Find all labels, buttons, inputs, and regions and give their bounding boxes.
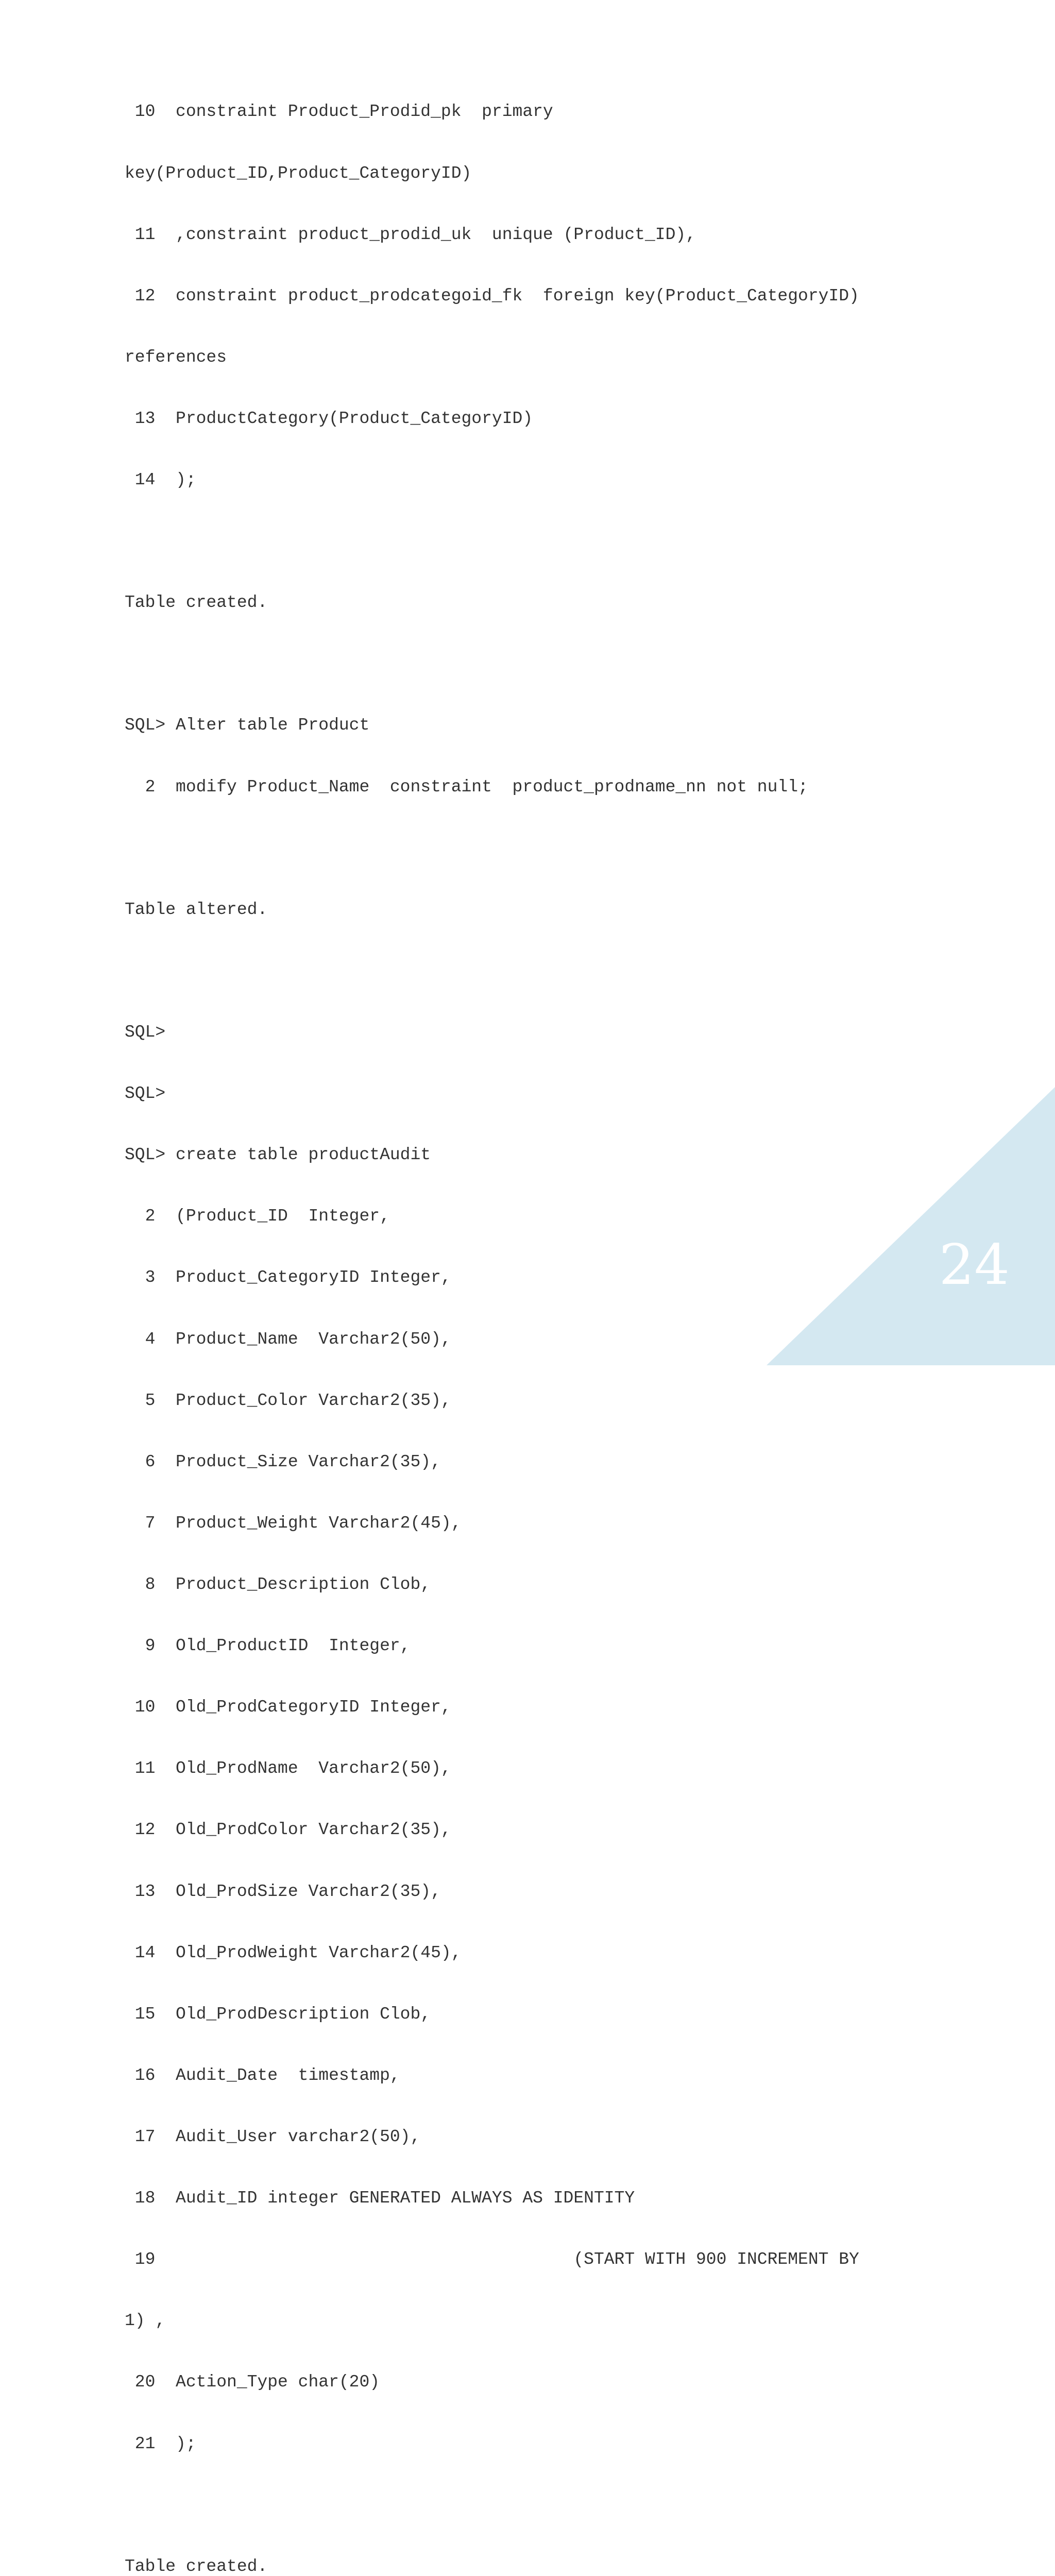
- code-line: 14 );: [125, 470, 196, 490]
- code-line: [125, 531, 990, 552]
- code-line: SQL>: [125, 1084, 166, 1104]
- code-line: 6 Product_Size Varchar2(35),: [125, 1452, 441, 1471]
- code-line: 10 constraint Product_Prodid_pk primary: [125, 102, 553, 122]
- code-line: 2 modify Product_Name constraint product_prodname_nn not null;: [125, 777, 808, 796]
- code-line: 13 ProductCategory(Product_CategoryID): [125, 409, 533, 428]
- code-line: [125, 961, 990, 981]
- code-line: 17 Audit_User varchar2(50),: [125, 2127, 421, 2146]
- code-line: SQL> create table productAudit: [125, 1145, 431, 1165]
- code-line: 19 (START WITH 900 INCREMENT BY: [125, 2250, 859, 2269]
- code-line: references: [125, 347, 227, 367]
- page-number: 24: [939, 1233, 1010, 1297]
- code-line: Table altered.: [125, 900, 268, 919]
- code-line: 3 Product_CategoryID Integer,: [125, 1268, 451, 1287]
- code-line: [125, 654, 990, 674]
- code-line: 1) ,: [125, 2311, 166, 2331]
- code-line: 15 Old_ProdDescription Clob,: [125, 2004, 431, 2024]
- code-line: 4 Product_Name Varchar2(50),: [125, 1329, 451, 1349]
- code-line: 21 );: [125, 2434, 196, 2453]
- code-line: [125, 2495, 990, 2516]
- code-line: [125, 838, 990, 859]
- code-line: 13 Old_ProdSize Varchar2(35),: [125, 1882, 441, 1901]
- code-line: 12 constraint product_prodcategoid_fk foreign key(Product_CategoryID): [125, 286, 859, 306]
- code-line: Table created.: [125, 2556, 268, 2576]
- code-line: 18 Audit_ID integer GENERATED ALWAYS AS IDENTITY: [125, 2189, 635, 2208]
- code-line: 20 Action_Type char(20): [125, 2372, 380, 2392]
- code-line: 16 Audit_Date timestamp,: [125, 2065, 400, 2085]
- code-line: 12 Old_ProdColor Varchar2(35),: [125, 1820, 451, 1840]
- code-line: SQL> Alter table Product: [125, 716, 370, 735]
- code-line: 9 Old_ProductID Integer,: [125, 1636, 411, 1656]
- code-line: Table created.: [125, 593, 268, 613]
- code-line: 5 Product_Color Varchar2(35),: [125, 1391, 451, 1410]
- code-line: SQL>: [125, 1022, 166, 1042]
- code-line: 11 Old_ProdName Varchar2(50),: [125, 1759, 451, 1778]
- code-line: key(Product_ID,Product_CategoryID): [125, 163, 472, 183]
- code-line: 10 Old_ProdCategoryID Integer,: [125, 1698, 451, 1717]
- code-line: 14 Old_ProdWeight Varchar2(45),: [125, 1943, 462, 1962]
- code-line: 2 (Product_ID Integer,: [125, 1207, 390, 1226]
- code-line: 11 ,constraint product_prodid_uk unique (Product_ID),: [125, 225, 696, 244]
- code-line: 8 Product_Description Clob,: [125, 1574, 431, 1594]
- code-line: 7 Product_Weight Varchar2(45),: [125, 1513, 462, 1533]
